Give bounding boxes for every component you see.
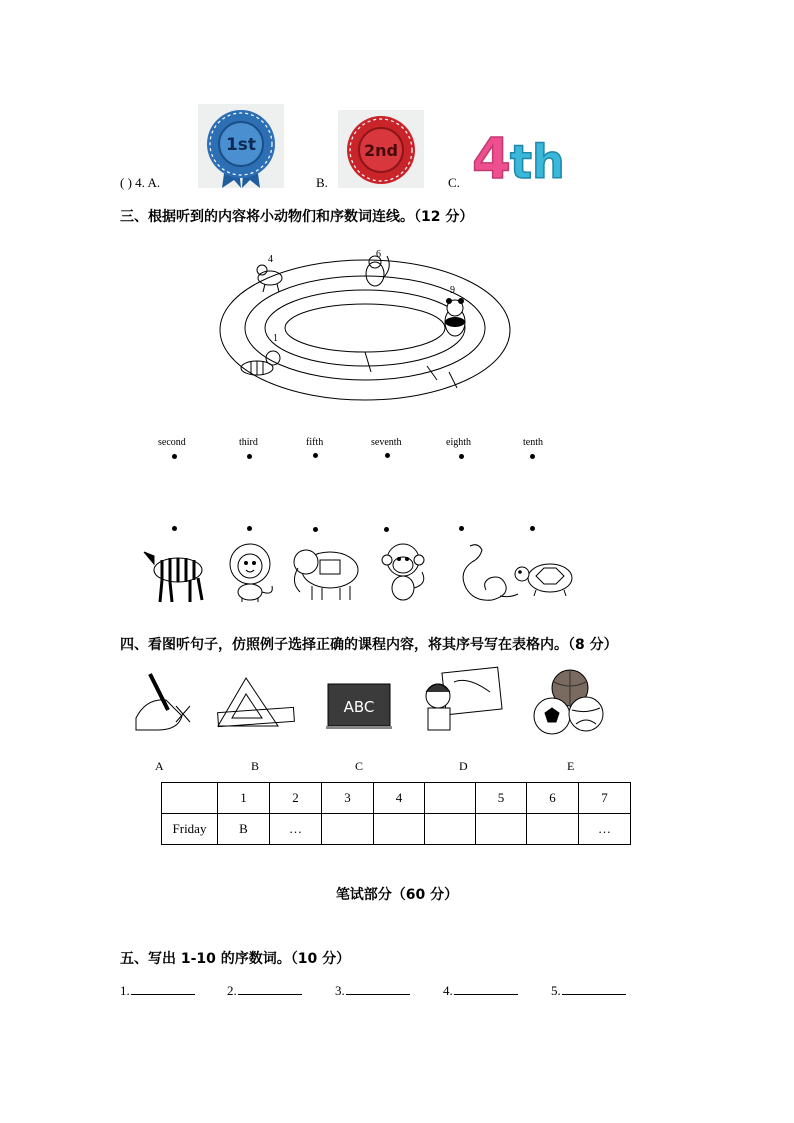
track-number-1: 1 [273, 333, 278, 344]
table-cell: 1 [218, 783, 270, 814]
blank-4[interactable]: 4. [443, 982, 518, 999]
table-cell[interactable] [374, 814, 425, 845]
race-track-diagram [215, 248, 515, 408]
tiger-icon [241, 351, 280, 375]
option-b-label: B. [316, 175, 328, 190]
snake-icon [463, 545, 518, 601]
written-part-title: 笔试部分（60 分） [335, 887, 459, 903]
svg-text:1st: 1st [225, 135, 257, 155]
match-dot-bottom-1[interactable] [172, 526, 177, 531]
table-cell[interactable] [425, 814, 476, 845]
table-cell: 2 [270, 783, 322, 814]
option-c-label: C. [448, 175, 460, 190]
table-cell[interactable]: … [270, 814, 322, 845]
table-cell: 7 [579, 783, 631, 814]
animal-row [140, 540, 590, 606]
answer-paren[interactable]: ( ) [120, 175, 132, 190]
svg-text:4: 4 [472, 127, 511, 186]
choice-letter-b: B [251, 759, 260, 773]
match-dot-top-2[interactable] [247, 454, 252, 459]
match-dot-top-6[interactable] [530, 454, 535, 459]
table-cell: 3 [322, 783, 374, 814]
ordinal-tenth: tenth [523, 437, 543, 448]
table-cell: 6 [527, 783, 579, 814]
table-cell[interactable]: … [579, 814, 631, 845]
blank-1[interactable]: 1. [120, 982, 195, 999]
svg-text:2nd: 2nd [364, 141, 398, 160]
table-header-row [162, 783, 631, 814]
ordinal-third: third [239, 437, 258, 448]
match-dot-bottom-6[interactable] [530, 526, 535, 531]
first-place-badge-image [198, 104, 284, 188]
elephant-icon [294, 550, 358, 600]
ordinal-fifth: fifth [306, 437, 324, 448]
second-rosette-icon [338, 110, 424, 188]
q4-line [120, 175, 160, 191]
section-5-heading: 五、写出 1-10 的序数词。（10 分） [120, 951, 351, 967]
blank-3[interactable]: 3. [335, 982, 410, 999]
svg-text:th: th [510, 135, 565, 186]
second-place-badge-image [338, 110, 424, 188]
table-row [162, 814, 631, 845]
svg-text:ABC: ABC [343, 698, 375, 716]
track-number-6: 6 [376, 249, 381, 260]
lion-icon [230, 544, 272, 602]
table-cell[interactable]: B [218, 814, 270, 845]
blackboard-icon [326, 684, 392, 729]
ordinal-eighth: eighth [446, 437, 471, 448]
animal-4-icon [257, 265, 282, 292]
ordinal-second: second [158, 437, 186, 448]
table-cell: Friday [162, 814, 218, 845]
section-4-heading: 四、看图听句子，仿照例子选择正确的课程内容，将其序号写在表格内。（8 分） [120, 637, 618, 653]
match-dot-top-3[interactable] [313, 453, 318, 458]
table-cell[interactable] [476, 814, 527, 845]
set-square-ruler-icon [218, 678, 295, 727]
blank-5[interactable]: 5. [551, 982, 626, 999]
track-number-4: 4 [268, 254, 273, 265]
q4-number: 4. A. [135, 175, 161, 190]
first-rosette-icon [198, 104, 284, 188]
fourth-place-image [470, 126, 580, 186]
match-dot-bottom-4[interactable] [384, 527, 389, 532]
balls-icon [534, 670, 603, 734]
turtle-icon [515, 564, 572, 596]
track-number-9: 9 [450, 285, 455, 296]
writing-hand-icon [136, 674, 190, 730]
choice-letter-c: C [355, 759, 364, 773]
ordinal-seventh: seventh [371, 437, 402, 448]
match-dot-top-4[interactable] [385, 453, 390, 458]
table-cell [162, 783, 218, 814]
match-dot-bottom-2[interactable] [247, 526, 252, 531]
match-dot-bottom-5[interactable] [459, 526, 464, 531]
subject-pictures [128, 666, 613, 740]
match-dot-top-1[interactable] [172, 454, 177, 459]
section-3-heading: 三、根据听到的内容将小动物们和序数词连线。（12 分） [120, 209, 474, 225]
table-cell[interactable] [527, 814, 579, 845]
table-cell: 4 [374, 783, 425, 814]
painting-boy-icon [426, 667, 502, 730]
zebra-icon [144, 552, 202, 602]
choice-letter-e: E [567, 759, 575, 773]
monkey-icon [382, 544, 424, 600]
table-cell [425, 783, 476, 814]
choice-letter-d: D [459, 759, 468, 773]
table-cell[interactable] [322, 814, 374, 845]
table-cell: 5 [476, 783, 527, 814]
panda-icon [445, 298, 465, 336]
match-dot-bottom-3[interactable] [313, 527, 318, 532]
choice-letter-a: A [155, 759, 164, 773]
blank-2[interactable]: 2. [227, 982, 302, 999]
match-dot-top-5[interactable] [459, 454, 464, 459]
schedule-table [161, 782, 631, 845]
